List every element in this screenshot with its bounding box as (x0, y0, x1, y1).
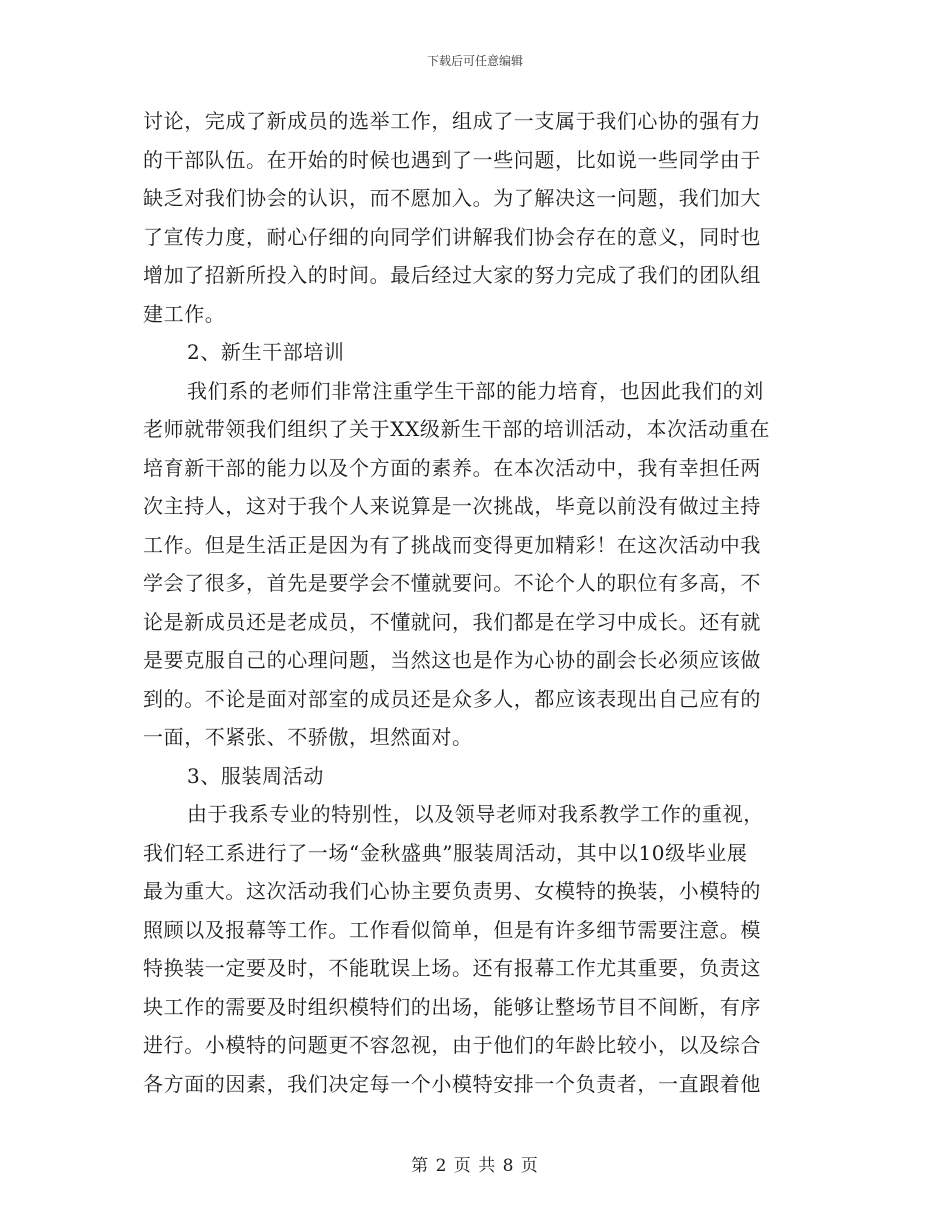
page-number: 第 2 页 共 8 页 (411, 1156, 539, 1176)
body-line: 进行。小模特的问题更不容忽视，由于他们的年龄比较小，以及综合 (143, 1033, 761, 1057)
body-line: 缺乏对我们协会的认识，而不愿加入。为了解决这一问题，我们加大 (143, 186, 761, 210)
body-line: 了宣传力度，耐心仔细的向同学们讲解我们协会存在的意义，同时也 (143, 224, 761, 249)
section-heading: 3、服装周活动 (187, 763, 324, 788)
section-heading: 2、新生干部培训 (187, 340, 345, 364)
body-line: 培育新干部的能力以及个方面的素养。在本次活动中，我有幸担任两 (143, 455, 761, 480)
body-line: 到的。不论是面对部室的成员还是众多人，都应该表现出自己应有的 (143, 686, 761, 711)
body-line: 讨论，完成了新成员的选举工作，组成了一支属于我们心协的强有力 (143, 109, 761, 133)
body-line: 特换装一定要及时，不能耽误上场。还有报幕工作尤其重要，负责这 (143, 956, 761, 980)
body-line: 照顾以及报幕等工作。工作看似简单，但是有许多细节需要注意。模 (143, 917, 761, 942)
body-line: 我们轻工系进行了一场“金秋盛典”服装周活动，其中以10级毕业展 (143, 840, 748, 865)
body-line: 各方面的因素，我们决定每一个小模特安排一个负责者，一直跟着他 (143, 1071, 761, 1096)
body-line: 工作。但是生活正是因为有了挑战而变得更加精彩！在这次活动中我 (143, 532, 761, 557)
body-line: 最为重大。这次活动我们心协主要负责男、女模特的换装，小模特的 (143, 879, 761, 903)
document-body (143, 102, 807, 1103)
body-line: 的干部队伍。在开始的时候也遇到了一些问题，比如说一些同学由于 (143, 147, 761, 172)
body-line: 我们系的老师们非常注重学生干部的能力培育，也因此我们的刘 (187, 378, 764, 403)
body-line: 是要克服自己的心理问题，当然这也是作为心协的副会长必须应该做 (143, 648, 761, 672)
body-line: 一面，不紧张、不骄傲，坦然面对。 (143, 725, 473, 749)
body-line: 次主持人，这对于我个人来说算是一次挑战，毕竟以前没有做过主持 (143, 494, 761, 518)
body-line: 由于我系专业的特别性，以及领导老师对我系教学工作的重视， (187, 802, 764, 826)
body-line: 论是新成员还是老成员，不懂就问，我们都是在学习中成长。还有就 (143, 609, 761, 634)
body-line: 学会了很多，首先是要学会不懂就要问。不论个人的职位有多高，不 (143, 571, 761, 595)
body-line: 老师就带领我们组织了关于XX级新生干部的培训活动，本次活动重在 (143, 417, 771, 441)
body-line: 增加了招新所投入的时间。最后经过大家的努力完成了我们的团队组 (143, 263, 761, 287)
body-line: 块工作的需要及时组织模特们的出场，能够让整场节目不间断，有序 (143, 994, 761, 1019)
body-line: 建工作。 (143, 301, 226, 326)
page-header: 下载后可任意编辑 (426, 54, 523, 68)
